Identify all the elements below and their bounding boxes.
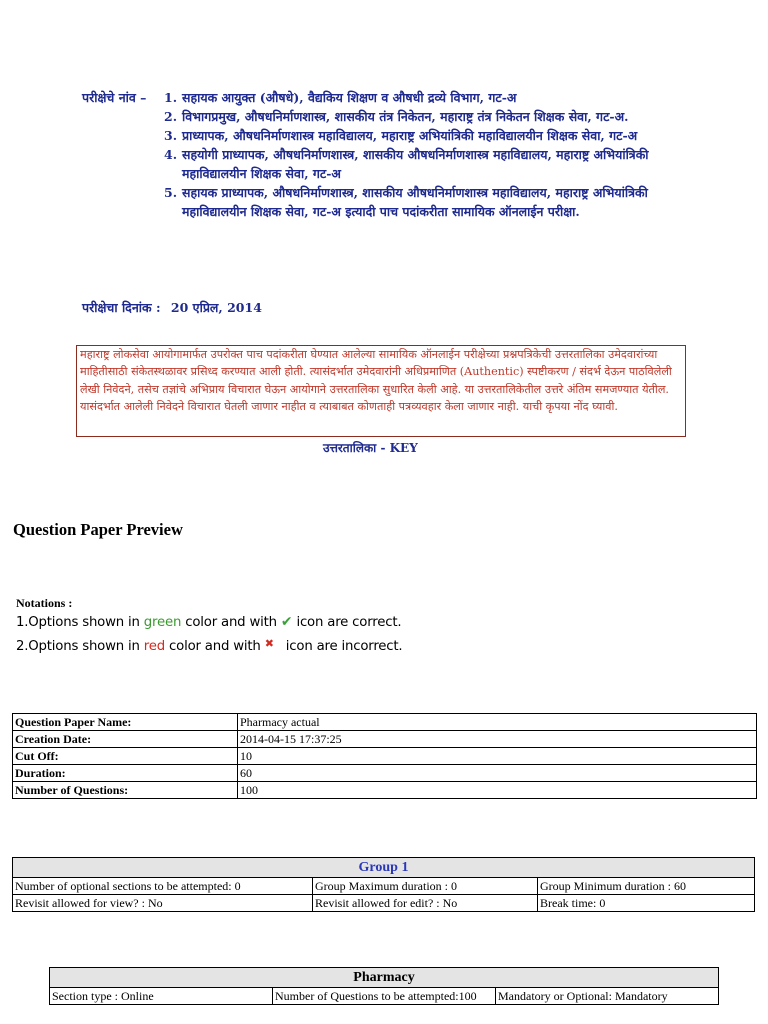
table-row: [13, 858, 755, 878]
notation-text: icon are correct.: [292, 615, 402, 630]
exam-item-number: 2.: [164, 109, 178, 124]
notation-correct: [16, 614, 401, 630]
exam-item-4: [164, 145, 682, 183]
table-row: [13, 748, 757, 765]
info-label: Cut Off:: [13, 748, 238, 765]
cross-icon: ✖: [264, 637, 274, 650]
info-label: Duration:: [13, 765, 238, 782]
paper-info-table: [12, 713, 757, 799]
exam-item-2: [164, 107, 682, 126]
exam-item-1: [82, 88, 682, 107]
notation-incorrect: [16, 639, 402, 654]
notation-color-word: green: [143, 615, 182, 630]
info-value: 10: [238, 748, 757, 765]
group-break-time: Break time: 0: [538, 895, 755, 912]
info-label: Number of Questions:: [13, 782, 238, 799]
info-value: 100: [238, 782, 757, 799]
exam-item-number: 4.: [164, 147, 178, 162]
exam-name-block: [82, 88, 682, 221]
notation-text: 1.Options shown in: [16, 615, 144, 630]
group-optional-sections: Number of optional sections to be attempted: 0: [13, 878, 313, 895]
notation-text: color and with: [165, 639, 265, 654]
section-table: [49, 967, 719, 1005]
table-row: [50, 988, 719, 1005]
exam-item-text: सहायक आयुक्त (औषधे), वैद्यकिय शिक्षण व औषधी द्रव्ये विभाग, गट-अ: [182, 90, 517, 105]
table-row: [13, 731, 757, 748]
exam-item-text: सहयोगी प्राध्यापक, औषधनिर्माणशास्त्र, शासकीय औषधनिर्माणशास्त्र महाविद्यालय, महाराष्ट्र अभियांत्रिकी महाविद्यालयीन शिक्षक सेवा, गट-अ: [182, 147, 649, 181]
info-value: 2014-04-15 17:37:25: [238, 731, 757, 748]
group-min-duration: Group Minimum duration : 60: [538, 878, 755, 895]
exam-item-text: विभागप्रमुख, औषधनिर्माणशास्त्र, शासकीय तंत्र निकेतन, महाराष्ट्र तंत्र निकेतन शिक्षक सेवा, गट-अ.: [182, 109, 629, 124]
notice-box: महाराष्ट्र लोकसेवा आयोगामार्फत उपरोक्त पाच पदांकरीता घेण्यात आलेल्या सामायिक ऑनलाईन परीक्षेच्या प्रश्नपत्रिकेची उत्तरतालिका उमेदवारांच्या माहितीसाठी संकेतस्थळावर प्रसिध्द करण्यात आली होती. त्यासंदर्भात उमेदवारांनी अधिप्रमाणित (Authentic) स्पष्टीकरण / संदर्भ देऊन पाठविलेली लेखी निवेदने, तसेच तज्ञांचे अभिप्राय विचारात घेऊन आयोगाने उत्तरतालिका सुधारित केली आहे. या उत्तरतालिकेतील उत्तरे अंतिम समजण्यात येतील. यासंदर्भात आलेली निवेदने विचारात घेतली जाणार नाहीत व त्याबाबत कोणताही पत्रव्यवहार केला जाणार नाही. याची कृपया नोंद घ्यावी.: [76, 345, 686, 437]
section-mandatory: Mandatory or Optional: Mandatory: [496, 988, 719, 1005]
info-label: Creation Date:: [13, 731, 238, 748]
notation-text: color and with: [181, 615, 281, 630]
group-title: Group 1: [13, 858, 755, 878]
group-revisit-edit: Revisit allowed for edit? : No: [313, 895, 538, 912]
check-icon: ✔: [280, 614, 293, 630]
table-row: [13, 878, 755, 895]
page-title: Question Paper Preview: [13, 520, 183, 539]
exam-name-label: परीक्षेचे नांव –: [82, 90, 147, 105]
exam-item-number: 3.: [164, 128, 178, 143]
notations-title: Notations :: [16, 596, 73, 610]
exam-date-value: 20 एप्रिल, 2014: [170, 300, 262, 315]
table-row: [50, 968, 719, 988]
info-label: Question Paper Name:: [13, 714, 238, 731]
section-type: Section type : Online: [50, 988, 273, 1005]
group-max-duration: Group Maximum duration : 0: [313, 878, 538, 895]
notation-color-word: red: [143, 639, 165, 654]
notation-text: 2.Options shown in: [16, 639, 144, 654]
table-row: [13, 765, 757, 782]
section-questions: Number of Questions to be attempted:100: [273, 988, 496, 1005]
exam-item-5: [164, 183, 682, 221]
section-title: Pharmacy: [50, 968, 719, 988]
exam-item-text: प्राध्यापक, औषधनिर्माणशास्त्र महाविद्यालय, महाराष्ट्र अभियांत्रिकी महाविद्यालयीन शिक्षक सेवा, गट-अ: [182, 128, 638, 143]
group-revisit-view: Revisit allowed for view? : No: [13, 895, 313, 912]
exam-item-number: 1.: [164, 90, 178, 105]
exam-date: [82, 299, 262, 316]
exam-item-text: सहायक प्राध्यापक, औषधनिर्माणशास्त्र, शासकीय औषधनिर्माणशास्त्र महाविद्यालय, महाराष्ट्र अभियांत्रिकी महाविद्यालयीन शिक्षक सेवा, गट-अ इत्यादी पाच पदांकरीता सामायिक ऑनलाईन परीक्षा.: [182, 185, 648, 219]
group-table: [12, 857, 755, 912]
info-value: 60: [238, 765, 757, 782]
exam-date-label: परीक्षेचा दिनांक :: [82, 300, 161, 315]
exam-item-3: [164, 126, 682, 145]
info-value: Pharmacy actual: [238, 714, 757, 731]
table-row: [13, 714, 757, 731]
table-row: [13, 895, 755, 912]
notation-text: icon are incorrect.: [281, 639, 403, 654]
answer-key-label: उत्तरतालिका - KEY: [323, 441, 418, 455]
table-row: [13, 782, 757, 799]
exam-item-number: 5.: [164, 185, 178, 200]
